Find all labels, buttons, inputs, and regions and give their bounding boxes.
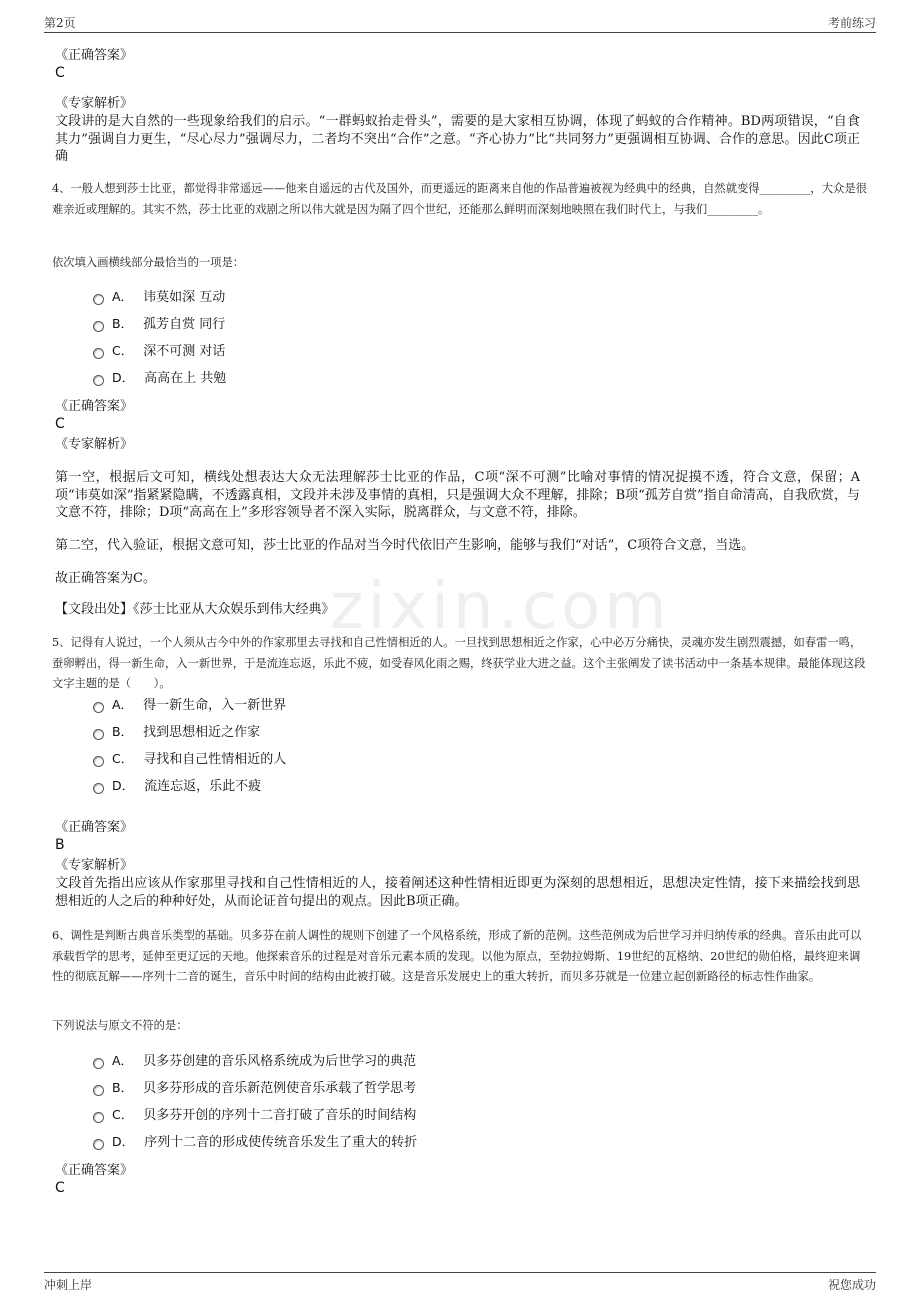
source-title: 《莎士比亚从大众娱乐到伟大经典》 [133,602,335,617]
expert-analysis-label: 《专家解析》 [55,437,134,452]
expert-analysis-label: 《专家解析》 [55,858,134,873]
analysis-paragraph-2: 第二空，代入验证，根据文意可知，莎士比亚的作品对当今时代依旧产生影响，能够与我们“对话”，C项符合文意，当选。 [55,538,755,553]
radio-icon[interactable] [93,1139,104,1150]
expert-analysis-text: 文段讲的是大自然的一些现象给我们的启示。“一群蚂蚁抬走骨头”，需要的是大家相互协调，体现了蚂蚁的合作精神。BD两项错误，“自食其力”强调自力更生，“尽心尽力”强调尽力，二者均不突出“合作”之意。“齐心协力”比“共同努力”更强调相互协调、合作的意思。因此C项正确 [55,114,860,164]
page-footer [44,1272,876,1295]
option-d[interactable]: D． 高高在上 共勉 [93,368,226,388]
correct-answer-value: C [55,1180,65,1196]
expert-analysis-text: 文段首先指出应该从作家那里寻找和自己性情相近的人，接着阐述这种性情相近即更为深刻的思想相近，思想决定性情，接下来描绘找到思想相近的人之后的种种好处，从而论证首句提出的观点。因此B项正确。 [55,876,860,909]
page-number: 第2页 [44,16,76,30]
header-section: 考前练习 [827,16,876,30]
expert-analysis-label: 《专家解析》 [55,96,134,111]
radio-icon[interactable] [93,783,104,794]
radio-icon[interactable] [93,321,104,332]
correct-answer-label: 《正确答案》 [55,1163,134,1178]
option-b[interactable]: B． 孤芳自赏 同行 [93,314,225,334]
analysis-paragraph-3: 故正确答案为C。 [55,571,156,586]
question-stem: 4、一般人想到莎士比亚，都觉得非常遥远——他来自遥远的古代及国外，而更遥远的距离来自他的作品普遍被视为经典中的经典，自然就变得_________，大众是很难亲近或理解的。其实不然，莎士比亚的戏剧之所以伟大就是因为隔了四个世纪，还能那么鲜明而深刻地映照在我们时代上，与我们_________。 [52,182,867,216]
option-b[interactable]: B． 贝多芬形成的音乐新范例使音乐承载了哲学思考 [93,1078,416,1098]
question-prompt: 依次填入画横线部分最恰当的一项是： [52,256,245,269]
radio-icon[interactable] [93,348,104,359]
option-c[interactable]: C． 贝多芬开创的序列十二音打破了音乐的时间结构 [93,1105,416,1125]
option-b[interactable]: B． 找到思想相近之作家 [93,722,260,742]
correct-answer-value: B [55,837,65,853]
option-a[interactable]: A． 贝多芬创建的音乐风格系统成为后世学习的典范 [93,1051,416,1071]
radio-icon[interactable] [93,294,104,305]
option-c[interactable]: C． 寻找和自己性情相近的人 [93,749,286,769]
radio-icon[interactable] [93,1085,104,1096]
correct-answer-label: 《正确答案》 [55,820,134,835]
question-stem: 5、记得有人说过，一个人须从古今中外的作家那里去寻找和自己性情相近的人。一旦找到思想相近之作家，心中必万分痛快，灵魂亦发生剧烈震撼，如春雷一鸣，蚕卵孵出，得一新生命，入一新世界，于是流连忘返，乐此不疲，如受春风化雨之赐，终获学业大进之益。这个主张阐发了读书活动中一条基本规律。最能体现这段文字主题的是（ ）。 [52,636,866,690]
radio-icon[interactable] [93,756,104,767]
option-a[interactable]: A． 得一新生命，入一新世界 [93,695,286,715]
question-prompt: 下列说法与原文不符的是： [52,1019,188,1032]
correct-answer-value: C [55,65,65,81]
footer-left: 冲刺上岸 [44,1278,93,1292]
watermark: zixin.com [330,570,671,644]
question-stem: 6、调性是判断古典音乐类型的基础。贝多芬在前人调性的规则下创建了一个风格系统，形成了新的范例。这些范例成为后世学习并归纳传承的经典。音乐由此可以承载哲学的思考，延伸至更辽远的天地。他探索音乐的过程是对音乐元素本质的发现。以他为原点，至勃拉姆斯、19世纪的瓦格纳、20世纪的勋伯格，最终迎来调性的彻底瓦解——序列十二音的诞生，音乐中时间的结构由此被打破。这是音乐发展史上的重大转折，而贝多芬就是一位建立起创新路径的标志性作曲家。 [52,929,862,983]
radio-icon[interactable] [93,729,104,740]
option-c[interactable]: C． 深不可测 对话 [93,341,225,361]
analysis-paragraph-1: 第一空，根据后文可知，横线处想表达大众无法理解莎士比亚的作品，C项“深不可测”比喻对事情的情况捉摸不透，符合文意，保留；A项“讳莫如深”指紧紧隐瞒，不透露真相，文段并未涉及事情的真相，只是强调大众不理解，排除；B项“孤芳自赏”指自命清高，自我欣赏，与文意不符，排除；D项“高高在上”多形容领导者不深入实际，脱离群众，与文意不符，排除。 [55,470,860,520]
radio-icon[interactable] [93,1112,104,1123]
radio-icon[interactable] [93,375,104,386]
radio-icon[interactable] [93,702,104,713]
source-line [55,601,860,619]
correct-answer-value: C [55,416,65,432]
radio-icon[interactable] [93,1058,104,1069]
correct-answer-label: 《正确答案》 [55,399,134,414]
footer-right: 祝您成功 [827,1278,876,1292]
page-header [44,12,876,33]
option-d[interactable]: D． 序列十二音的形成使传统音乐发生了重大的转折 [93,1132,417,1152]
source-label: 【文段出处】 [55,602,134,617]
correct-answer-label: 《正确答案》 [55,48,134,63]
option-d[interactable]: D． 流连忘返，乐此不疲 [93,776,261,796]
option-a[interactable]: A． 讳莫如深 互动 [93,287,225,307]
